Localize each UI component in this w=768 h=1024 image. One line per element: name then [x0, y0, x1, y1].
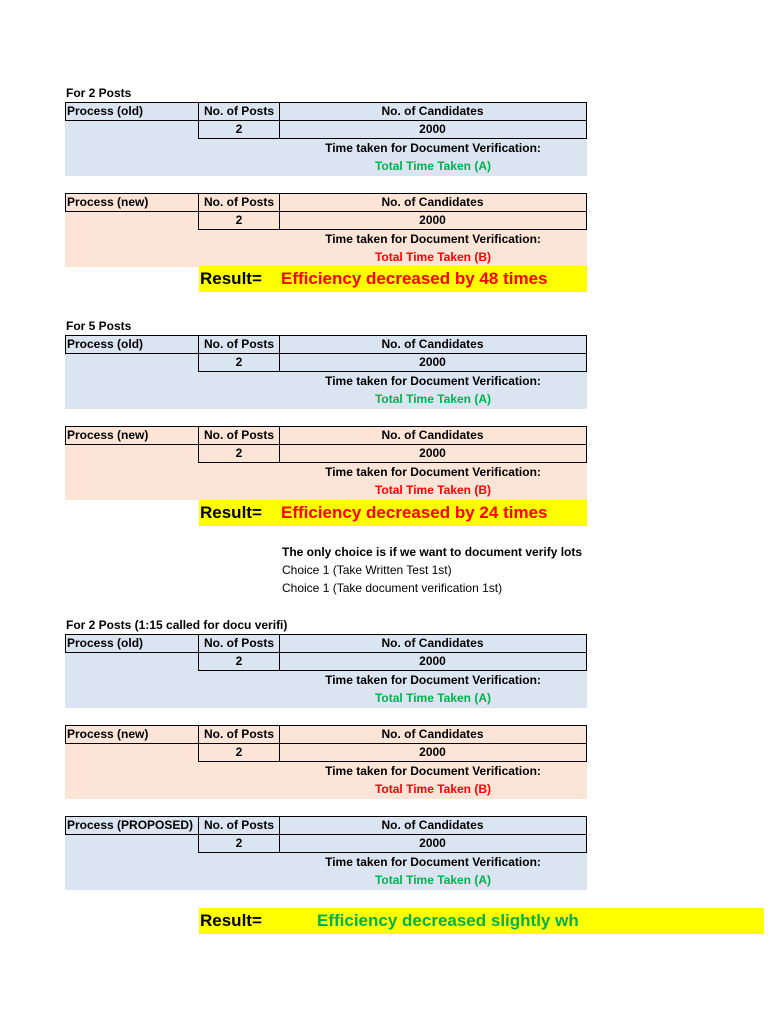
result-text-clip — [317, 908, 587, 934]
candidates-header-cell[interactable]: No. of Candidates — [279, 634, 587, 653]
note-line: The only choice is if we want to document verify lots — [282, 545, 583, 559]
note-line-clip — [280, 544, 588, 562]
total-time-label: Total Time Taken (A) — [374, 159, 491, 173]
process-table-new — [65, 426, 587, 500]
posts-value-cell[interactable]: 2 — [198, 652, 280, 671]
candidates-header-cell[interactable]: No. of Candidates — [279, 193, 587, 212]
time-taken-label: Time taken for Document Verification: — [325, 673, 541, 687]
posts-header-cell[interactable]: No. of Posts — [198, 634, 280, 653]
process-cell[interactable]: Process (old) — [65, 102, 199, 121]
posts-header-cell[interactable]: No. of Posts — [198, 193, 280, 212]
posts-value-cell[interactable]: 2 — [198, 120, 280, 139]
posts-header-cell[interactable]: No. of Posts — [198, 816, 280, 835]
process-cell[interactable]: Process (PROPOSED) — [65, 816, 199, 835]
posts-header-cell[interactable]: No. of Posts — [198, 102, 280, 121]
candidates-header-cell[interactable]: No. of Candidates — [279, 816, 587, 835]
posts-value-cell[interactable]: 2 — [198, 444, 280, 463]
result-label: Result= — [200, 503, 262, 522]
process-table-new — [65, 725, 587, 799]
process-table-old — [65, 335, 587, 409]
choice-line: Choice 1 (Take Written Test 1st) — [282, 563, 452, 577]
section-title: For 5 Posts — [66, 319, 132, 333]
time-taken-label: Time taken for Document Verification: — [325, 764, 541, 778]
result-bar[interactable] — [199, 266, 587, 292]
candidates-header-cell[interactable]: No. of Candidates — [279, 335, 587, 354]
candidates-value-cell[interactable]: 2000 — [279, 743, 587, 762]
result-text: Efficiency decreased by 48 times — [281, 269, 548, 288]
time-taken-label: Time taken for Document Verification: — [325, 855, 541, 869]
result-text: Efficiency decreased by 24 times — [281, 503, 548, 522]
posts-header-cell[interactable]: No. of Posts — [198, 426, 280, 445]
time-taken-label: Time taken for Document Verification: — [325, 232, 541, 246]
total-time-label: Total Time Taken (A) — [374, 392, 491, 406]
total-time-label: Total Time Taken (A) — [374, 691, 491, 705]
posts-value-cell[interactable]: 2 — [198, 211, 280, 230]
section-title: For 2 Posts — [66, 86, 132, 100]
time-taken-label: Time taken for Document Verification: — [325, 141, 541, 155]
posts-value-cell[interactable]: 2 — [198, 743, 280, 762]
process-table-new — [65, 193, 587, 267]
result-text: Efficiency decreased slightly wh — [317, 911, 579, 930]
posts-header-cell[interactable]: No. of Posts — [198, 335, 280, 354]
result-bar[interactable] — [199, 500, 587, 526]
candidates-value-cell[interactable]: 2000 — [279, 444, 587, 463]
choice-line: Choice 1 (Take document verification 1st) — [282, 581, 503, 595]
total-time-label: Total Time Taken (B) — [374, 782, 491, 796]
posts-value-cell[interactable]: 2 — [198, 353, 280, 372]
candidates-value-cell[interactable]: 2000 — [279, 120, 587, 139]
process-table-old — [65, 102, 587, 176]
candidates-value-cell[interactable]: 2000 — [279, 652, 587, 671]
posts-value-cell[interactable]: 2 — [198, 834, 280, 853]
process-cell[interactable]: Process (old) — [65, 634, 199, 653]
total-time-label: Total Time Taken (B) — [374, 250, 491, 264]
process-cell[interactable]: Process (old) — [65, 335, 199, 354]
candidates-header-cell[interactable]: No. of Candidates — [279, 725, 587, 744]
posts-header-cell[interactable]: No. of Posts — [198, 725, 280, 744]
result-label: Result= — [200, 269, 262, 288]
candidates-value-cell[interactable]: 2000 — [279, 353, 587, 372]
candidates-value-cell[interactable]: 2000 — [279, 834, 587, 853]
candidates-header-cell[interactable]: No. of Candidates — [279, 426, 587, 445]
total-time-label: Total Time Taken (A) — [374, 873, 491, 887]
result-label: Result= — [200, 911, 262, 930]
candidates-header-cell[interactable]: No. of Candidates — [279, 102, 587, 121]
process-table-old — [65, 634, 587, 708]
result-bar[interactable] — [199, 908, 764, 934]
process-cell[interactable]: Process (new) — [65, 426, 199, 445]
total-time-label: Total Time Taken (B) — [374, 483, 491, 497]
candidates-value-cell[interactable]: 2000 — [279, 211, 587, 230]
process-table-proposed — [65, 816, 587, 890]
section-title: For 2 Posts (1:15 called for docu verifi) — [66, 618, 288, 632]
time-taken-label: Time taken for Document Verification: — [325, 465, 541, 479]
process-cell[interactable]: Process (new) — [65, 725, 199, 744]
process-cell[interactable]: Process (new) — [65, 193, 199, 212]
time-taken-label: Time taken for Document Verification: — [325, 374, 541, 388]
